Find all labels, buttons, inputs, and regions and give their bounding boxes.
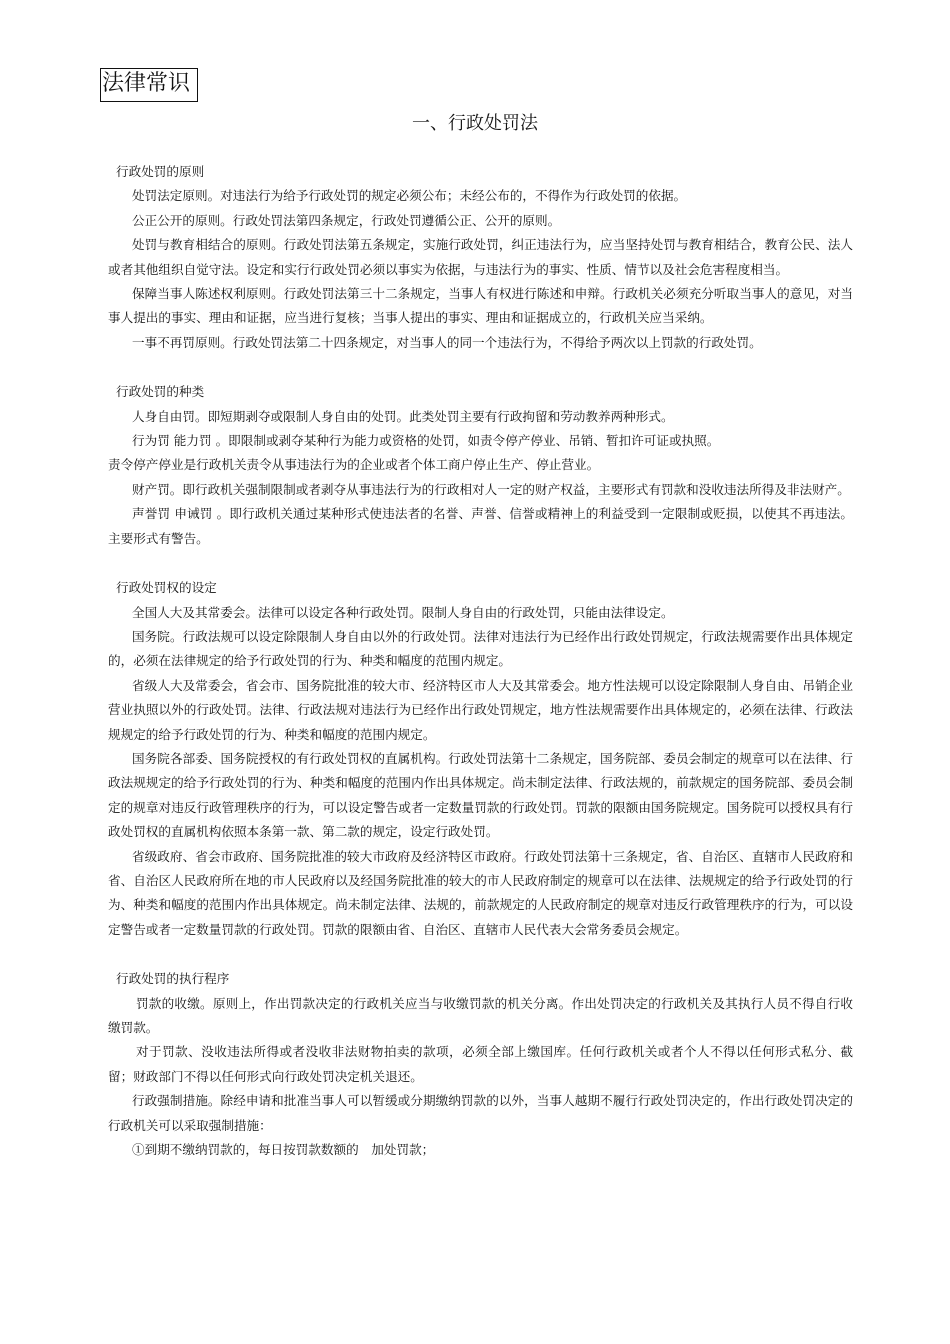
paragraph: 一事不再罚原则。行政处罚法第二十四条规定，对当事人的同一个违法行为，不得给予两次以上罚款的行政处罚。: [132, 334, 762, 350]
paragraph: 省级政府、省会市政府、国务院批准的较大市政府及经济特区市政府。行政处罚法第十三条规定，省、自治区、直辖市人民政府和省、自治区人民政府所在地的市人民政府以及经国务院批准的较大的市人民政府制定的规章可以在法律、法规规定的给予行政处罚的行为、种类和幅度的范围内作出具体规定。尚未制定法律、法规的，前款规定的人民政府制定的规章对违反行政管理秩序的行为，可以设定警告或者一定数量罚款的行政处罚。罚款的限额由省、自治区、直辖市人民代表大会常务委员会规定。: [108, 848, 853, 937]
paragraph: 人身自由罚。即短期剥夺或限制人身自由的处罚。此类处罚主要有行政拘留和劳动教养两种形式。: [132, 408, 674, 424]
paragraph: 行政强制措施。除经申请和批准当事人可以暂缓或分期缴纳罚款的以外，当事人越期不履行行政处罚决定的，作出行政处罚决定的行政机关可以采取强制措施：: [108, 1093, 853, 1133]
paragraph: 处罚与教育相结合的原则。行政处罚法第五条规定，实施行政处罚，纠正违法行为，应当坚持处罚与教育相结合，教育公民、法人或者其他组织自觉守法。设定和实行行政处罚必须以事实为依据，与违法行为的事实、性质、情节以及社会危害程度相当。: [108, 237, 853, 277]
paragraph: 国务院各部委、国务院授权的有行政处罚权的直属机构。行政处罚法第十二条规定，国务院部、委员会制定的规章可以在法律、行政法规规定的给予行政处罚的行为、种类和幅度的范围内作出具体规定。尚未制定法律、行政法规的，前款规定的国务院部、委员会制定的规章对违反行政管理秩序的行为，可以设定警告或者一定数量罚款的行政处罚。罚款的限额由国务院规定。国务院可以授权具有行政处罚权的直属机构依照本条第一款、第二款的规定，设定行政处罚。: [108, 750, 853, 840]
paragraph: 声誉罚 申诫罚 。即行政机关通过某种形式使违法者的名誉、声誉、信誉或精神上的利益受到一定限制或贬损，以使其不再违法。主要形式有警告。: [108, 506, 853, 546]
paragraph: 财产罚。即行政机关强制限制或者剥夺从事违法行为的行政相对人一定的财产权益，主要形式有罚款和没收违法所得及非法财产。: [132, 481, 850, 497]
section-heading: 行政处罚的种类: [116, 384, 205, 400]
paragraph: 省级人大及常委会，省会市、国务院批准的较大市、经济特区市人大及其常委会。地方性法规可以设定除限制人身自由、吊销企业营业执照以外的行政处罚。法律、行政法规对违法行为已经作出行政处罚规定，地方性法规需要作出具体规定的，必须在法律、行政法规规定的给予行政处罚的行为、种类和幅度的范围内规定。: [108, 677, 853, 742]
section-execution: [108, 967, 853, 1162]
section-heading: 行政处罚的原则: [116, 164, 205, 179]
document-body: [108, 160, 853, 1162]
paragraph: 国务院。行政法规可以设定除限制人身自由以外的行政处罚。法律对违法行为已经作出行政处罚规定，行政法规需要作出具体规定的，必须在法律规定的给予行政处罚的行为、种类和幅度的范围内规定。: [108, 628, 853, 669]
paragraph: 保障当事人陈述权利原则。行政处罚法第三十二条规定，当事人有权进行陈述和申辩。行政机关必须充分听取当事人的意见，对当事人提出的事实、理由和证据，应当进行复核；当事人提出的事实、理由和证据成立的，行政机关应当采纳。: [108, 286, 853, 326]
paragraph: 责令停产停业是行政机关责令从事违法行为的企业或者个体工商户停止生产、停止营业。: [108, 457, 600, 473]
boxed-title: 法律常识: [100, 68, 198, 102]
page-title: 一、行政处罚法: [412, 113, 538, 134]
paragraph: 处罚法定原则。对违法行为给予行政处罚的规定必须公布；未经公布的，不得作为行政处罚的依据。: [132, 188, 687, 204]
section-establishment: [108, 576, 853, 942]
paragraph: 罚款的收缴。原则上，作出罚款决定的行政机关应当与收缴罚款的机关分离。作出处罚决定的行政机关及其执行人员不得自行收缴罚款。: [108, 995, 853, 1035]
paragraph: 行为罚 能力罚 。即限制或剥夺某种行为能力或资格的处罚，如责令停产停业、吊销、暂扣许可证或执照。: [132, 433, 720, 449]
paragraph: 全国人大及其常委会。法律可以设定各种行政处罚。限制人身自由的行政处罚，只能由法律设定。: [132, 604, 674, 620]
section-types: [108, 380, 853, 551]
section-heading: 行政处罚的执行程序: [116, 971, 230, 987]
paragraph: 公正公开的原则。行政处罚法第四条规定，行政处罚遵循公正、公开的原则。: [132, 212, 561, 228]
paragraph: ①到期不缴纳罚款的，每日按罚款数额的 加处罚款；: [132, 1142, 435, 1158]
paragraph: 对于罚款、没收违法所得或者没收非法财物拍卖的款项，必须全部上缴国库。任何行政机关或者个人不得以任何形式私分、截留；财政部门不得以任何形式向行政处罚决定机关退还。: [108, 1044, 853, 1084]
section-principles: [108, 160, 853, 355]
section-heading: 行政处罚权的设定: [116, 580, 217, 596]
